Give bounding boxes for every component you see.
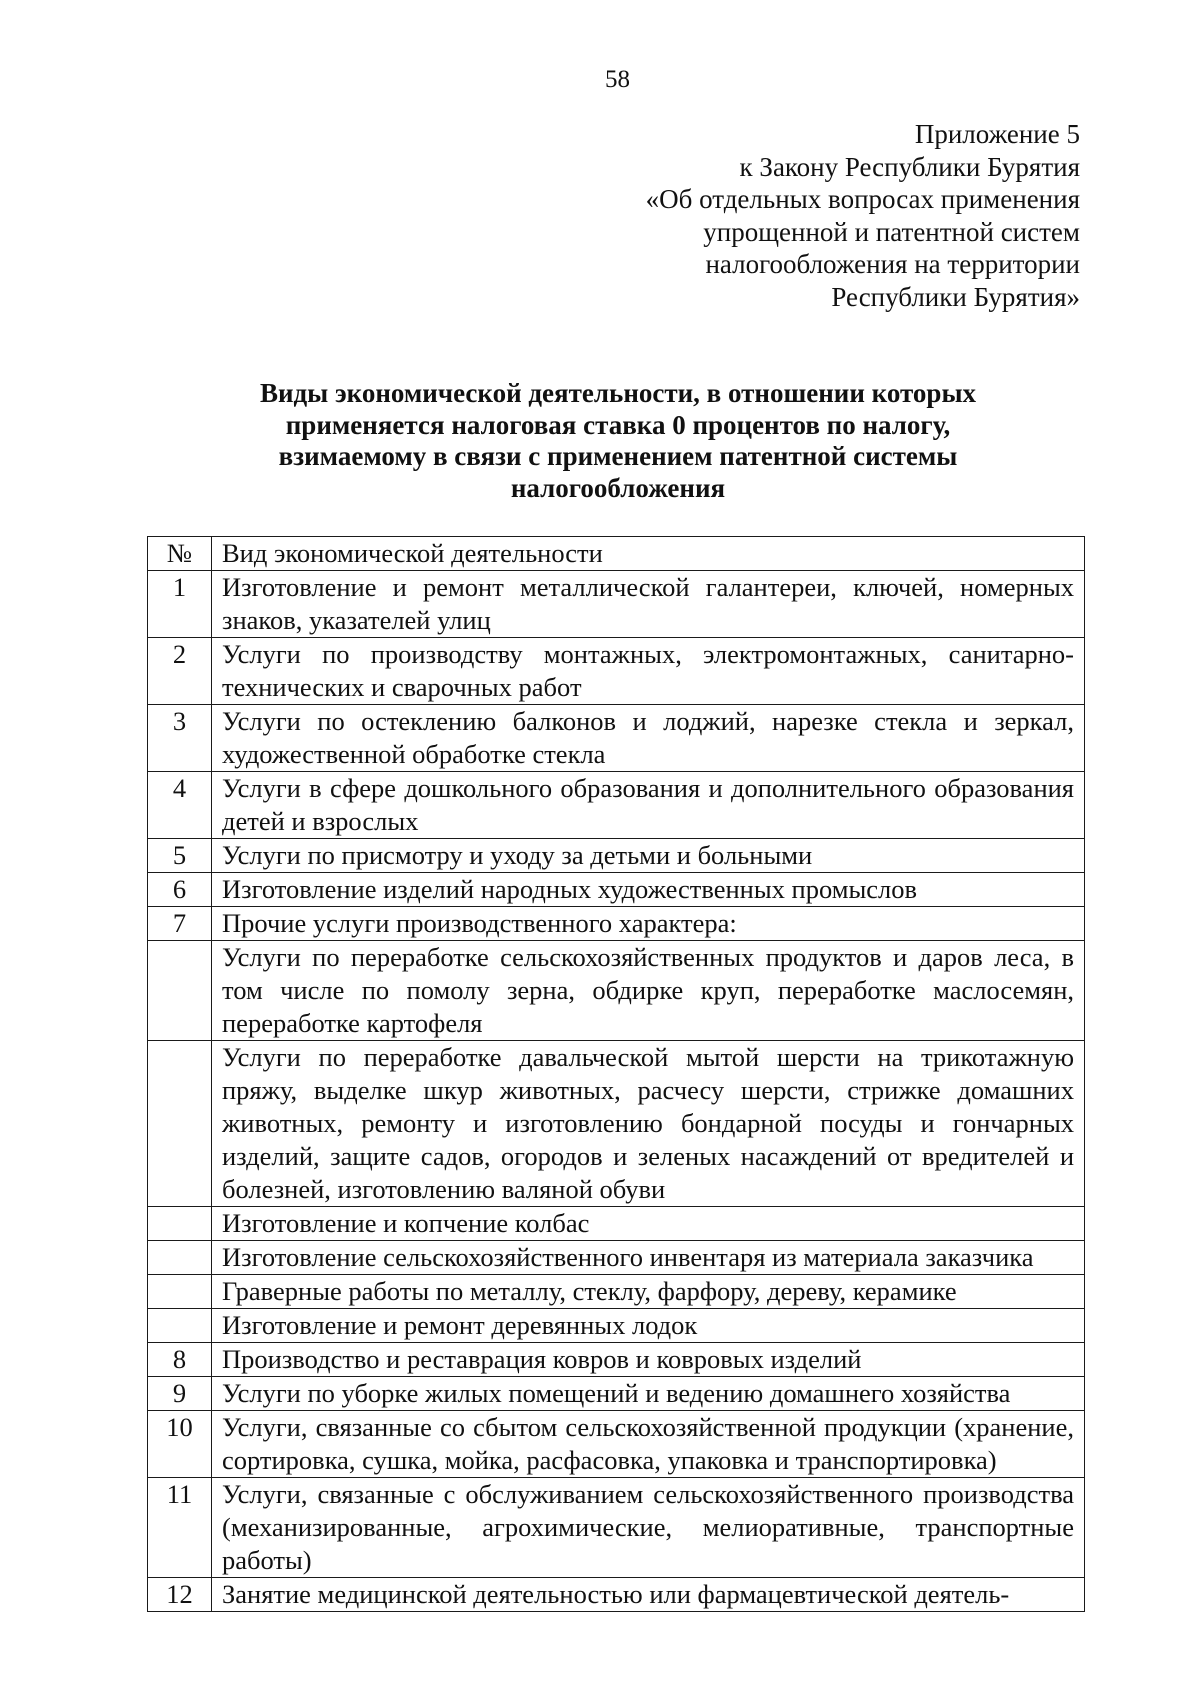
row-activity-cell: Услуги по уборке жилых помещений и ведению домашнего хозяйства — [212, 1377, 1085, 1411]
table-row — [148, 1041, 1085, 1207]
row-number-cell: 12 — [148, 1578, 212, 1612]
appendix-line: к Закону Республики Бурятия — [739, 151, 1080, 182]
appendix-reference — [520, 118, 1080, 313]
row-number-cell: 10 — [148, 1411, 212, 1478]
row-number-cell: 5 — [148, 839, 212, 873]
table-row — [148, 1578, 1085, 1612]
row-number-cell: 9 — [148, 1377, 212, 1411]
row-number-cell: 1 — [148, 571, 212, 638]
row-activity-cell: Услуги в сфере дошкольного образования и дополнительного образования детей и взрослых — [212, 772, 1085, 839]
title-line: применяется налоговая ставка 0 процентов по налогу, — [285, 409, 951, 440]
table-row — [148, 1275, 1085, 1309]
header-number-cell: № — [148, 537, 212, 571]
row-activity-cell: Изготовление и ремонт металлической галантереи, ключей, номерных знаков, указателей улиц — [212, 571, 1085, 638]
row-number-cell — [148, 941, 212, 1041]
table-row — [148, 1377, 1085, 1411]
table-row — [148, 571, 1085, 638]
title-line: налогообложения — [510, 472, 726, 503]
row-number-cell: 8 — [148, 1343, 212, 1377]
row-number-cell: 6 — [148, 873, 212, 907]
row-activity-cell: Услуги по переработке сельскохозяйственных продуктов и даров леса, в том числе по помолу зерна, обдирке круп, переработке маслосемян, переработке картофеля — [212, 941, 1085, 1041]
row-activity-cell: Занятие медицинской деятельностью или фармацевтической деятель- — [212, 1578, 1085, 1612]
row-activity-cell: Услуги по остеклению балконов и лоджий, нарезке стекла и зеркал, художественной обработке стекла — [212, 705, 1085, 772]
document-title — [150, 378, 1086, 504]
row-number-cell: 11 — [148, 1478, 212, 1578]
table-row — [148, 1411, 1085, 1478]
row-activity-cell: Производство и реставрация ковров и ковровых изделий — [212, 1343, 1085, 1377]
row-number-cell — [148, 1309, 212, 1343]
appendix-line: налогообложения на территории — [705, 249, 1080, 279]
table-row — [148, 941, 1085, 1041]
appendix-line: Приложение 5 — [914, 119, 1080, 149]
table-row — [148, 873, 1085, 907]
row-activity-cell: Изготовление сельскохозяйственного инвентаря из материала заказчика — [212, 1241, 1085, 1275]
row-number-cell: 2 — [148, 638, 212, 705]
activities-table — [147, 536, 1085, 1612]
table-row — [148, 907, 1085, 941]
table-header-row — [148, 537, 1085, 571]
row-activity-cell: Услуги по присмотру и уходу за детьми и больными — [212, 839, 1085, 873]
row-activity-cell: Услуги, связанные с обслуживанием сельскохозяйственного производства (механизированные, агрохимические, мелиоративные, транспортные работы) — [212, 1478, 1085, 1578]
row-activity-cell: Услуги по производству монтажных, электромонтажных, санитарно-технических и сварочных работ — [212, 638, 1085, 705]
table-row — [148, 1343, 1085, 1377]
table-row — [148, 705, 1085, 772]
row-number-cell — [148, 1041, 212, 1207]
row-number-cell — [148, 1207, 212, 1241]
table-row — [148, 1309, 1085, 1343]
row-number-cell: 4 — [148, 772, 212, 839]
title-line: Виды экономической деятельности, в отношении которых — [259, 378, 977, 408]
row-activity-cell: Прочие услуги производственного характера: — [212, 907, 1085, 941]
row-activity-cell: Граверные работы по металлу, стеклу, фарфору, дереву, керамике — [212, 1275, 1085, 1309]
table-row — [148, 772, 1085, 839]
row-number-cell — [148, 1241, 212, 1275]
row-activity-cell: Услуги по переработке давальческой мытой шерсти на трикотажную пряжу, выделке шкур животных, расчесу шерсти, стрижке домашних животных, ремонту и изготовлению бондарной посуды и гончарных изделий, защите садов, огородов и зеленых насаждений от вредителей и болезней, изготовлению валяной обуви — [212, 1041, 1085, 1207]
row-activity-cell: Изготовление и ремонт деревянных лодок — [212, 1309, 1085, 1343]
appendix-line: Республики Бурятия» — [831, 281, 1080, 312]
page-number: 58 — [605, 66, 630, 93]
table-row — [148, 1478, 1085, 1578]
row-activity-cell: Изготовление изделий народных художественных промыслов — [212, 873, 1085, 907]
row-activity-cell: Изготовление и копчение колбас — [212, 1207, 1085, 1241]
title-line: взимаемому в связи с применением патентной системы — [278, 441, 958, 471]
table-row — [148, 839, 1085, 873]
activities-table-body — [148, 537, 1085, 1612]
row-number-cell — [148, 1275, 212, 1309]
table-row — [148, 1241, 1085, 1275]
header-activity-cell: Вид экономической деятельности — [212, 537, 1085, 571]
row-activity-cell: Услуги, связанные со сбытом сельскохозяйственной продукции (хранение, сортировка, сушка, мойка, расфасовка, упаковка и транспортировка) — [212, 1411, 1085, 1478]
appendix-line: упрощенной и патентной систем — [703, 216, 1080, 247]
table-row — [148, 1207, 1085, 1241]
row-number-cell: 3 — [148, 705, 212, 772]
row-number-cell: 7 — [148, 907, 212, 941]
appendix-line: «Об отдельных вопросах применения — [645, 184, 1080, 214]
table-row — [148, 638, 1085, 705]
